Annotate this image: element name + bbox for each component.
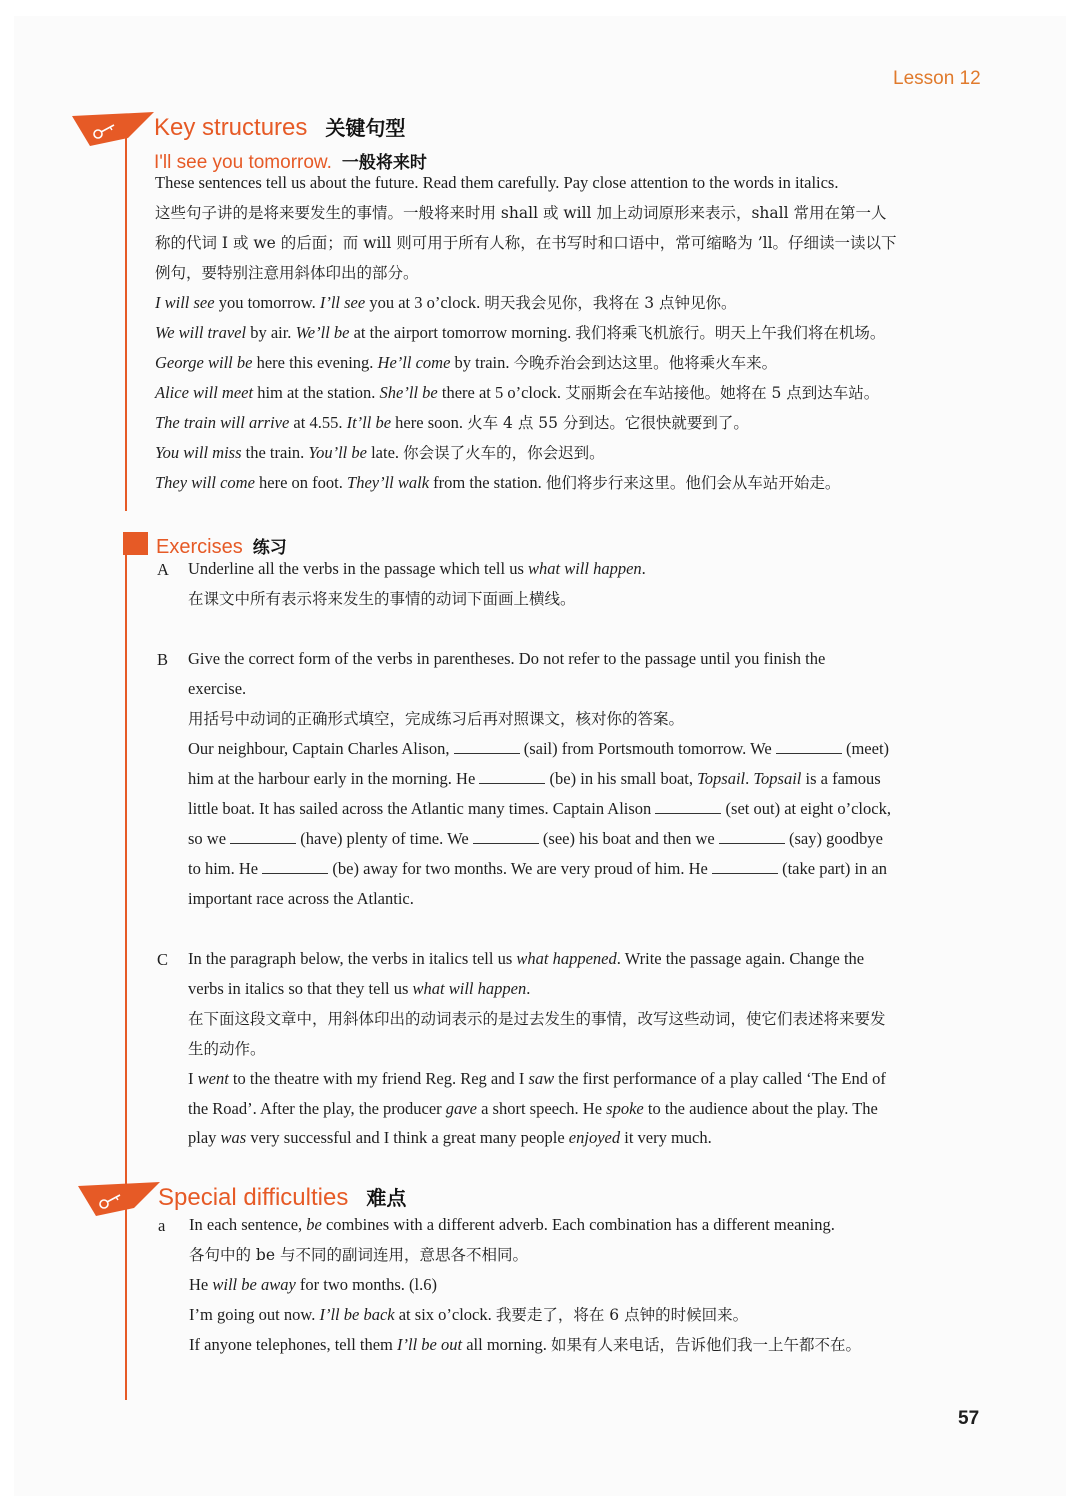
text: . xyxy=(641,559,646,578)
example-line xyxy=(155,322,885,344)
example-text: at the airport tomorrow morning. xyxy=(349,323,576,342)
example-text: by air. xyxy=(246,323,296,342)
text: it very much. xyxy=(620,1128,712,1147)
example-text: the train. xyxy=(241,443,309,462)
example-text: him at the station. xyxy=(253,383,380,402)
special-title: Special difficulties xyxy=(158,1184,349,1211)
special-example xyxy=(189,1274,437,1296)
text: Underline all the verbs in the passage which tell us xyxy=(188,559,528,578)
exercise-a-zh: 在课文中所有表示将来发生的事情的动词下面画上横线。 xyxy=(188,590,576,608)
text: the Road’. After the play, the producer xyxy=(188,1099,446,1118)
italic: what will happen xyxy=(412,979,527,998)
example-italic: I will see xyxy=(155,293,215,312)
example-text: here soon. xyxy=(391,413,468,432)
text: If anyone telephones, tell them xyxy=(189,1335,398,1354)
text: to the audience about the play. The xyxy=(643,1099,878,1118)
example-zh: 你会误了火车的，你会迟到。 xyxy=(403,444,605,462)
example-line xyxy=(155,472,840,494)
key-tag-icon xyxy=(72,110,154,150)
text: a short speech. He xyxy=(476,1099,607,1118)
text: . xyxy=(745,769,754,788)
text: (say) goodbye xyxy=(784,829,883,848)
intro-zh-1: 这些句子讲的是将来要发生的事情。一般将来时用 shall 或 will 加上动词原形来表示，shall 常用在第一人 xyxy=(155,204,887,222)
example-text: by train. xyxy=(450,353,514,372)
text: is a famous xyxy=(801,769,881,788)
text: (take part) in an xyxy=(777,859,887,878)
example-italic: The train will arrive xyxy=(155,413,290,432)
exercises-marker xyxy=(123,532,148,555)
margin-rule-top xyxy=(125,116,127,511)
exercises-title: Exercises xyxy=(156,536,243,558)
exercise-b-label: B xyxy=(157,650,169,669)
example-italic: Alice will meet xyxy=(155,383,254,402)
example-italic: They will come xyxy=(155,473,255,492)
example-italic: You will miss xyxy=(155,443,242,462)
example-zh: 如果有人来电话，告诉他们我一上午都不在。 xyxy=(551,1336,862,1354)
exercises-title-zh: 练习 xyxy=(252,538,287,557)
example-zh: 明天我会见你，我将在 3 点钟见你。 xyxy=(484,294,737,312)
exercise-b-para-line xyxy=(188,768,881,790)
exercise-b-zh: 用括号中动词的正确形式填空，完成练习后再对照课文，核对你的答案。 xyxy=(188,710,685,728)
exercise-c-passage-line xyxy=(188,1068,886,1090)
answer-blank[interactable] xyxy=(719,829,785,844)
text: for two months. (l.6) xyxy=(295,1275,437,1294)
key-structures-title-zh: 关键句型 xyxy=(325,118,406,140)
text: the first performance of a play called ‘The End of xyxy=(554,1069,886,1088)
italic: was xyxy=(220,1128,247,1147)
italic: be xyxy=(306,1215,322,1234)
exercise-a-label: A xyxy=(157,560,169,579)
text: to the theatre with my friend Reg. Reg and I xyxy=(228,1069,529,1088)
text: little boat. It has sailed across the Atlantic many times. Captain Alison xyxy=(188,799,656,818)
italic: Topsail xyxy=(697,769,746,788)
exercise-b-para-line xyxy=(188,738,889,760)
example-line xyxy=(155,352,777,374)
example-text: here on foot. xyxy=(254,473,348,492)
exercise-c-passage-line xyxy=(188,1127,712,1149)
example-line xyxy=(155,292,737,314)
example-zh: 他们将步行来这里。他们会从车站开始走。 xyxy=(545,474,841,492)
answer-blank[interactable] xyxy=(262,859,328,874)
italic: went xyxy=(197,1069,229,1088)
example-line xyxy=(155,442,605,464)
special-a-zh: 各句中的 be 与不同的副词连用，意思各不相同。 xyxy=(189,1246,528,1264)
answer-blank[interactable] xyxy=(473,829,539,844)
answer-blank[interactable] xyxy=(776,739,842,754)
text: He xyxy=(189,1275,213,1294)
text: (meet) xyxy=(841,739,890,758)
text: very successful and I think a great many people xyxy=(246,1128,569,1147)
example-italic: They’ll walk xyxy=(347,473,430,492)
special-a-text xyxy=(189,1214,835,1236)
example-zh: 火车 4 点 55 分到达。它很快就要到了。 xyxy=(467,414,749,432)
key-structures-title: Key structures xyxy=(154,114,308,141)
exercise-b-line1: Give the correct form of the verbs in parentheses. Do not refer to the passage until you finish the xyxy=(188,649,826,668)
text: (see) his boat and then we xyxy=(538,829,719,848)
text: (sail) from Portsmouth tomorrow. We xyxy=(519,739,776,758)
subtitle-text: I'll see you tomorrow. xyxy=(154,152,332,173)
example-italic: You’ll be xyxy=(308,443,367,462)
example-italic: He’ll come xyxy=(377,353,451,372)
text: play xyxy=(188,1128,221,1147)
text: In each sentence, xyxy=(189,1215,307,1234)
example-text: late. xyxy=(366,443,404,462)
exercise-b-para-line xyxy=(188,828,883,850)
lesson-label: Lesson 12 xyxy=(893,68,981,89)
exercises-heading xyxy=(156,533,287,559)
example-italic: We’ll be xyxy=(295,323,350,342)
text: him at the harbour early in the morning. He xyxy=(188,769,480,788)
key-structures-heading xyxy=(154,112,405,142)
italic: saw xyxy=(528,1069,555,1088)
example-zh: 我们将乘飞机旅行。明天上午我们将在机场。 xyxy=(575,324,886,342)
answer-blank[interactable] xyxy=(479,769,545,784)
text: (set out) at eight o’clock, xyxy=(721,799,891,818)
exercise-b-para-line: important race across the Atlantic. xyxy=(188,889,414,908)
special-difficulties-heading xyxy=(158,1182,406,1212)
text: (be) away for two months. We are very proud of him. He xyxy=(328,859,712,878)
example-text: here this evening. xyxy=(252,353,378,372)
italic: spoke xyxy=(606,1099,644,1118)
exercise-a-text xyxy=(188,558,646,580)
italic: what happened xyxy=(516,949,617,968)
text: so we xyxy=(188,829,231,848)
text: to him. He xyxy=(188,859,263,878)
italic: what will happen xyxy=(528,559,642,578)
text: . xyxy=(526,979,531,998)
italic: I’ll be back xyxy=(319,1305,395,1324)
text: all morning. xyxy=(462,1335,551,1354)
italic: will be away xyxy=(212,1275,296,1294)
italic: Topsail xyxy=(753,769,802,788)
key-tag-icon xyxy=(78,1180,160,1220)
text: . Write the passage again. Change the xyxy=(616,949,865,968)
italic: I’ll be out xyxy=(397,1335,463,1354)
example-text: you tomorrow. xyxy=(214,293,320,312)
text: at six o’clock. xyxy=(394,1305,496,1324)
exercise-c-zh2: 生的动作。 xyxy=(188,1040,266,1058)
answer-blank[interactable] xyxy=(230,829,296,844)
exercise-c-line1 xyxy=(188,948,864,970)
text: (be) in his small boat, xyxy=(545,769,698,788)
text: Our neighbour, Captain Charles Alison, xyxy=(188,739,454,758)
example-zh: 艾丽斯会在车站接他。她将在 5 点到达车站。 xyxy=(565,384,880,402)
italic: enjoyed xyxy=(568,1128,621,1147)
exercise-b-para-line xyxy=(188,858,887,880)
intro-text: These sentences tell us about the future. Read them carefully. Pay close attention to the words in italics. xyxy=(155,173,839,192)
exercise-c-passage-line xyxy=(188,1098,878,1120)
example-text: there at 5 o’clock. xyxy=(437,383,566,402)
text: In the paragraph below, the verbs in italics tell us xyxy=(188,949,517,968)
intro-zh-2: 称的代词 I 或 we 的后面；而 will 则可用于所有人称，在书写时和口语中，常可缩略为 ’ll。仔细读一读以下 xyxy=(155,234,897,252)
example-text: you at 3 o’clock. xyxy=(365,293,485,312)
example-italic: We will travel xyxy=(155,323,247,342)
example-text: at 4.55. xyxy=(289,413,347,432)
example-line xyxy=(155,412,749,434)
example-text: from the station. xyxy=(429,473,546,492)
exercise-b-line2: exercise. xyxy=(188,679,247,698)
example-line xyxy=(155,382,879,404)
text: verbs in italics so that they tell us xyxy=(188,979,413,998)
subtitle-zh: 一般将来时 xyxy=(341,153,427,172)
text: (have) plenty of time. We xyxy=(296,829,473,848)
italic: gave xyxy=(445,1099,477,1118)
special-a-label: a xyxy=(158,1216,166,1235)
text: I xyxy=(188,1069,198,1088)
exercise-c-label: C xyxy=(157,950,169,969)
answer-blank[interactable] xyxy=(712,859,778,874)
exercise-c-line2 xyxy=(188,978,530,1000)
intro-zh-3: 例句，要特别注意用斜体印出的部分。 xyxy=(155,264,419,282)
special-example xyxy=(189,1304,748,1326)
key-structures-subtitle xyxy=(154,148,427,174)
example-zh: 我要走了，将在 6 点钟的时候回来。 xyxy=(495,1306,749,1324)
exercise-c-zh1: 在下面这段文章中，用斜体印出的动词表示的是过去发生的事情，改写这些动词，使它们表述将来要发 xyxy=(188,1010,886,1028)
exercise-b-para-line xyxy=(188,798,891,820)
example-italic: George will be xyxy=(155,353,253,372)
page-number: 57 xyxy=(958,1408,980,1429)
example-italic: I’ll see xyxy=(319,293,366,312)
answer-blank[interactable] xyxy=(655,799,721,814)
example-italic: It’ll be xyxy=(346,413,392,432)
answer-blank[interactable] xyxy=(454,739,520,754)
text: I’m going out now. xyxy=(189,1305,320,1324)
text: combines with a different adverb. Each combination has a different meaning. xyxy=(321,1215,835,1234)
example-italic: She’ll be xyxy=(379,383,438,402)
margin-rule-bottom xyxy=(125,555,127,1400)
special-title-zh: 难点 xyxy=(366,1188,407,1210)
special-example xyxy=(189,1334,861,1356)
example-zh: 今晚乔治会到达这里。他将乘火车来。 xyxy=(513,354,778,372)
